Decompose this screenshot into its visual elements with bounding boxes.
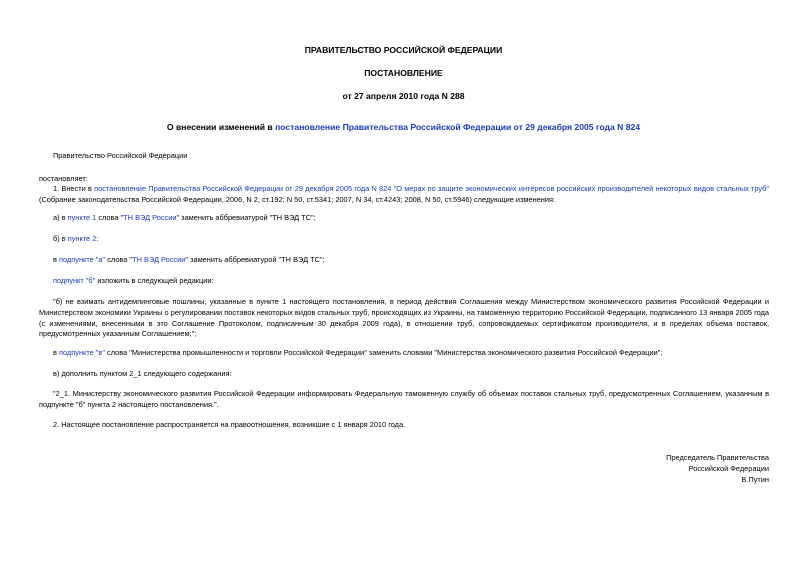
item-b-prefix: б) в [53, 234, 68, 243]
item-b2-subpoint-link[interactable]: подпункт "б" [53, 276, 96, 285]
signature-position: Председатель Правительства [666, 453, 769, 462]
item-1-prefix: 1. Внести в [53, 184, 95, 193]
item-b2-text: "б) не взимать антидемпинговые пошлины, указанные в пункте 1 настоящего постановления, в период действия Соглашения между Министерством экономического развития Российской Федерации и Министерством экономики Украины о регулировании поставок некоторых видов стальных труб, происходящих из Украины, на таможенную территорию Российской Федерации, подписанного 13 января 2005 года (с изменениями, внесенными в это Соглашение Протоколом, подписанным 30 декабря 2009 года), в отношении труб, сопровождаемых сертификатом производителя, и в пределах объема поставок, предусмотренных указанным Соглашением;"; [39, 297, 769, 339]
item-b [39, 234, 769, 245]
item-b1-rest: " заменить аббревиатурой "ТН ВЭД ТС"; [185, 255, 325, 264]
signature-country: Российской Федерации [688, 464, 769, 473]
item-a-point-link[interactable]: пункте 1 [67, 213, 97, 222]
title-decree-link[interactable]: постановление Правительства Российской Федерации от 29 декабря 2005 года N 824 [275, 122, 641, 132]
intro-text: Правительство Российской Федерации [53, 151, 188, 160]
item-b1-prefix: в [53, 255, 59, 264]
item-1-decree-link[interactable]: постановление Правительства Российской Федерации от 29 декабря 2005 года N 824 "О мерах по защите экономических интересов российских производителей некоторых видов стальных труб" [94, 184, 769, 193]
document-type: ПОСТАНОВЛЕНИЕ [364, 68, 443, 78]
item-b1-tnved-link[interactable]: ТН ВЭД России [132, 255, 186, 264]
item-b2-rest: изложить в следующей редакции: [95, 276, 214, 285]
item-a-mid: слова " [96, 213, 124, 222]
signature-name: В.Путин [741, 475, 769, 484]
item-b3 [39, 348, 769, 359]
government-header: ПРАВИТЕЛЬСТВО РОССИЙСКОЙ ФЕДЕРАЦИИ [304, 45, 503, 55]
item-b3-subpoint-link[interactable]: подпункте "в" [58, 348, 105, 357]
title-prefix: О внесении изменений в [166, 122, 276, 132]
item-b1-mid: слова " [105, 255, 133, 264]
document-title [30, 122, 777, 133]
document-date-number: от 27 апреля 2010 года N 288 [342, 91, 465, 101]
item-v: в) дополнить пунктом 2_1 следующего содержания: [53, 369, 232, 378]
item-v-text: "2_1. Министерству экономического развития Российской Федерации информировать Федеральную таможенную службу об объемах поставок стальных труб, предусмотренных Соглашением, указанным в подпункте "б" пункта 2 настоящего постановления.". [39, 389, 769, 409]
item-b-rest: : [96, 234, 99, 243]
item-1-rest: (Собрание законодательства Российской Федерации, 2006, N 2, ст.192; N 50, ст.5341; 2007, N 34, ст.4243; 2008, N 50, ст.5946) следующие изменения: [39, 194, 556, 204]
item-b1-subpoint-link[interactable]: подпункте "а" [58, 255, 106, 264]
item-a [39, 213, 769, 224]
item-a-tnved-link[interactable]: ТН ВЭД России [123, 213, 177, 222]
item-b-point-link[interactable]: пункте 2 [67, 234, 97, 243]
item-a-rest: " заменить аббревиатурой "ТН ВЭД ТС"; [176, 213, 316, 222]
decides-text: постановляет: [39, 174, 88, 183]
item-a-prefix: а) в [53, 213, 68, 222]
item-b2 [39, 276, 769, 287]
item-b3-rest: слова "Министерства промышленности и торговли Российской Федерации" заменить словами "Министерства экономического развития Российской Федерации"; [104, 348, 663, 357]
item-b3-prefix: в [53, 348, 59, 357]
item-b1 [39, 255, 769, 266]
item-1 [39, 184, 769, 206]
item-2: 2. Настоящее постановление распространяется на правоотношения, возникшие с 1 января 2010 года. [53, 420, 406, 429]
